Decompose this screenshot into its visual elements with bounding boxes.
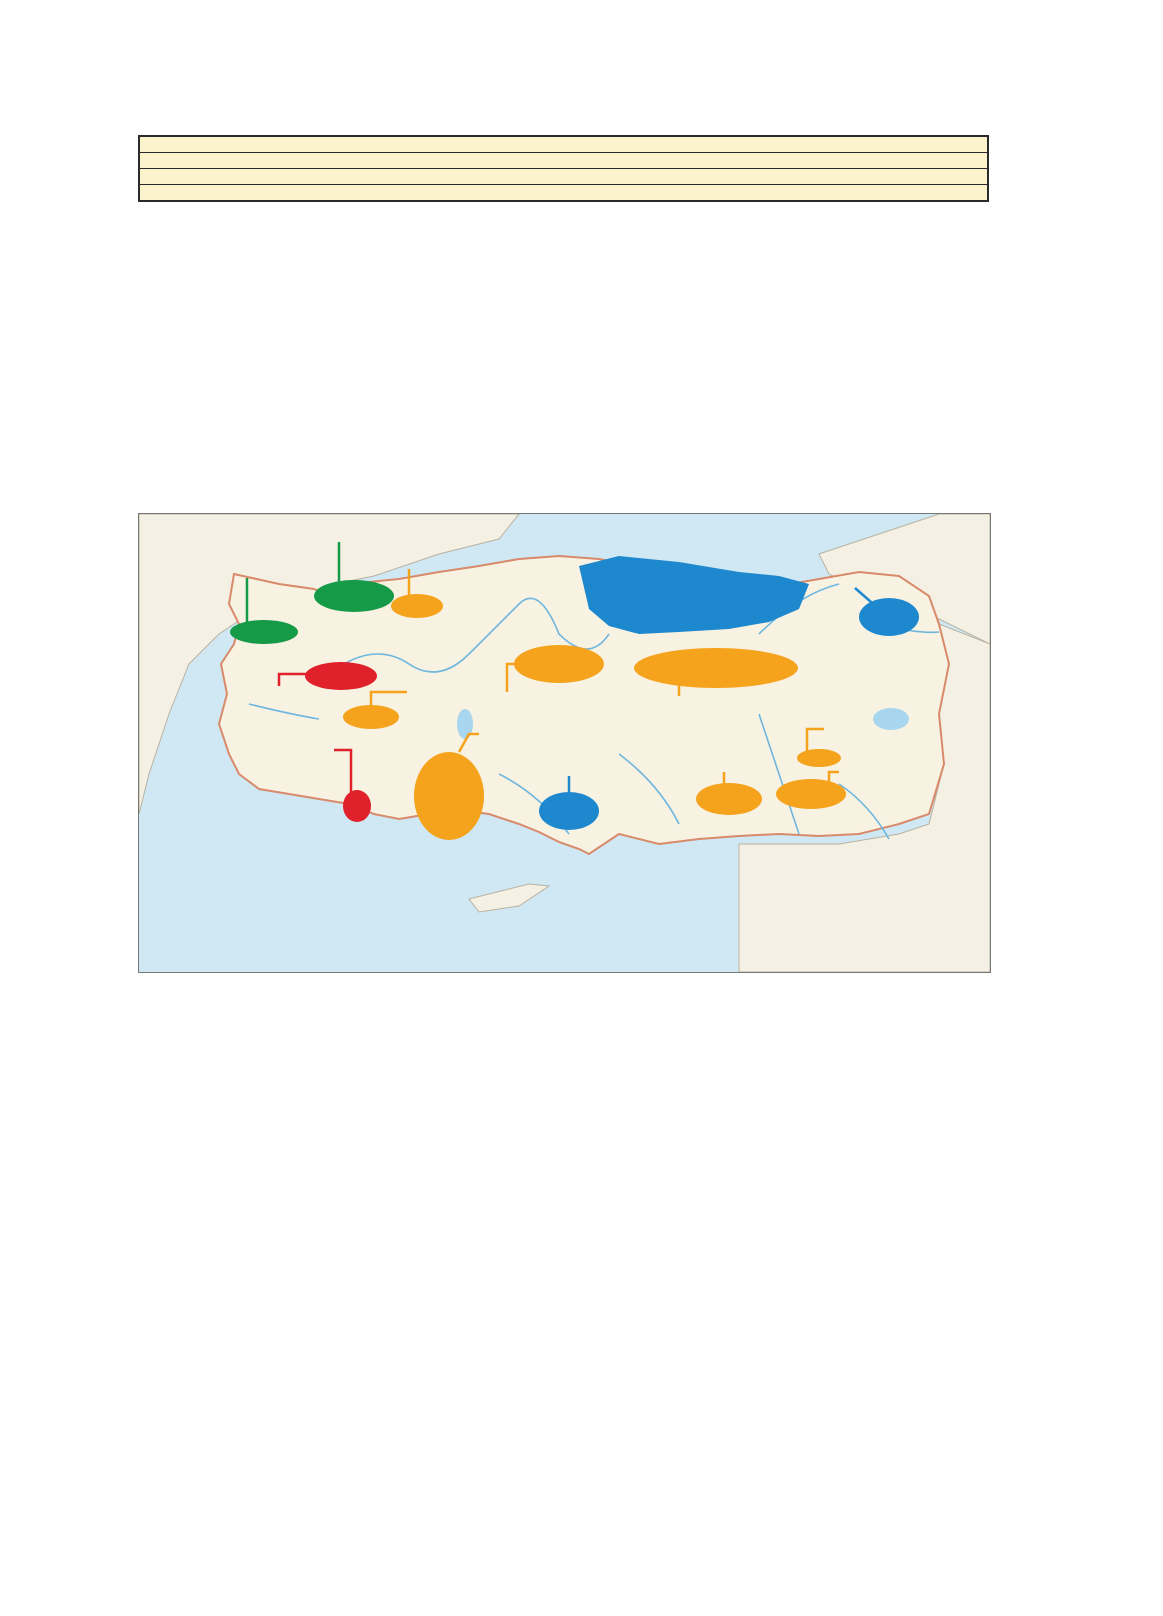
lake-van: [873, 708, 909, 730]
table-section-minorities: [140, 168, 987, 184]
table-section-kuvayi: [140, 184, 987, 200]
area-ermeni-s: [539, 792, 599, 830]
land-cyprus: [469, 884, 549, 912]
area-konya: [414, 752, 484, 840]
area-isparta: [343, 790, 371, 822]
area-kutahya: [305, 662, 377, 690]
uprisings-map: [138, 513, 991, 973]
area-sivas: [634, 648, 798, 688]
area-inzibatiye: [314, 580, 394, 612]
area-yozgat: [514, 645, 604, 683]
map-canvas: [139, 514, 990, 972]
area-batman: [797, 749, 841, 767]
area-anzavur: [230, 620, 298, 644]
area-duzce: [391, 594, 443, 618]
table-section-provoked: [140, 152, 987, 168]
area-urfa: [696, 783, 762, 815]
area-mardin: [776, 779, 846, 809]
uprisings-table: [138, 135, 989, 202]
table-section-istanbul: [140, 137, 987, 152]
area-ermeni-ne: [859, 598, 919, 636]
